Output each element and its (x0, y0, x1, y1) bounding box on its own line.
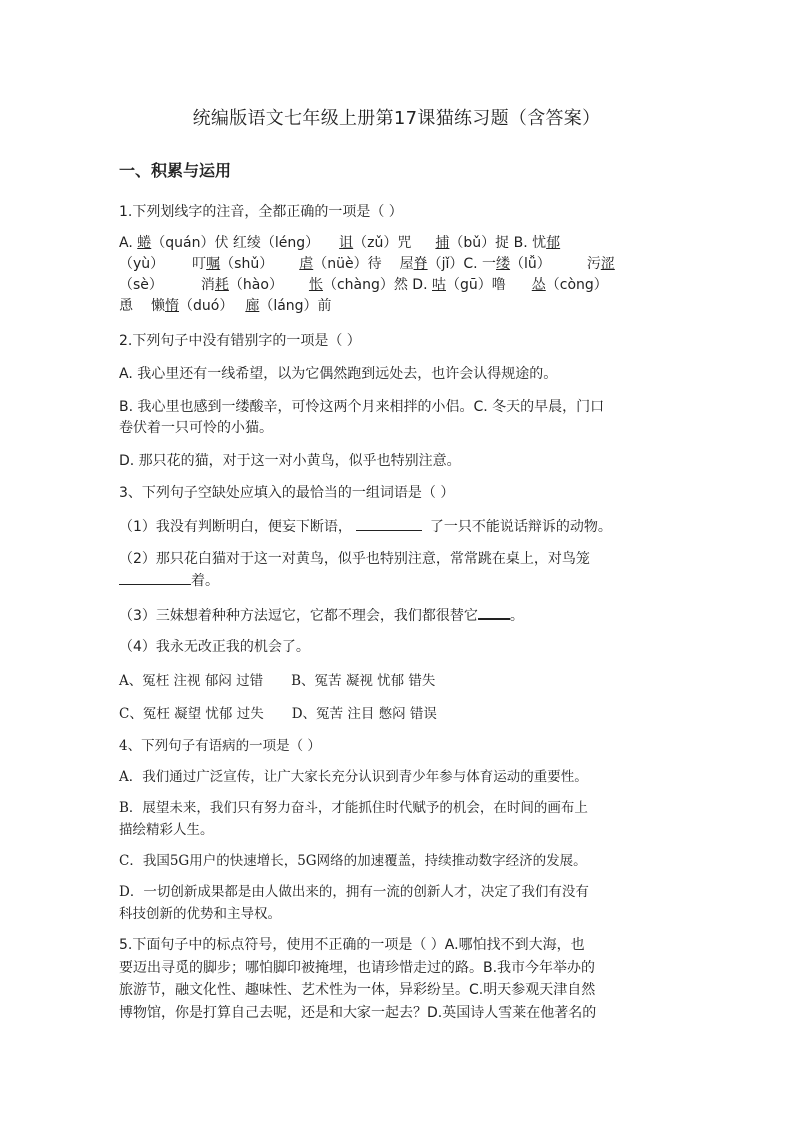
question-3-sentence-3: （3）三妹想着种种方法逗它，它都不理会，我们都很替它 。 (119, 604, 675, 627)
question-2-stem: 2.下列句子中没有错别字的一项是（ ） (119, 333, 361, 349)
question-4-option-b: B．展望未来，我们只有努力奋斗，才能抓住时代赋予的机会，在时间的画布上 描绘精彩人生。 (119, 800, 588, 838)
question-1-options (119, 233, 675, 317)
question-4-stem: 4、下列句子有语病的一项是（ ） (119, 738, 321, 754)
q1-line-2: （yù） 叮嘱（shǔ） 虐（nüè）待 屋脊（jǐ）C. 一缕（lǚ） 污涩 (119, 256, 615, 272)
question-3-options-ab (119, 670, 675, 692)
answer-blank[interactable] (356, 516, 422, 531)
question-1-stem: 1.下列划线字的注音，全都正确的一项是（ ） (119, 204, 403, 220)
q1-line-4: 恿 懒惰（duó） 廊（láng）前 (119, 298, 332, 314)
question-5: 5.下面句子中的标点符号，使用不正确的一项是（ ）A.哪怕找不到大海，也 要迈出寻觅的脚步；哪怕脚印被掩埋，也请珍惜走过的路。B.我市今年举办的 旅游节，融文化性、趣味性、艺术性为一体，异彩纷呈。C.明天参观天津自然 博物馆，你是打算自己去呢，还是和大家一起去？D.英国诗人雪莱在他著名的 (119, 937, 597, 1021)
answer-blank[interactable] (478, 604, 510, 620)
question-4-option-c: C．我国5G用户的快速增长，5G网络的加速覆盖，持续推动数字经济的发展。 (119, 853, 587, 869)
question-3-sentence-2: （2）那只花白猫对于这一对黄鸟，似乎也特别注意，常常跳在桌上，对鸟笼 着。 (119, 551, 590, 589)
option-d: D、冤苦 注目 憋闷 错误 (291, 706, 437, 722)
question-4-option-d: D．一切创新成果都是由人做出来的，拥有一流的创新人才，决定了我们有没有 科技创新的优势和主导权。 (119, 884, 589, 922)
q1-line-1: A. 蜷（quán）伏 红绫（léng） 诅（zǔ）咒 捕（bǔ）捉 B. 忧郁 (119, 235, 561, 251)
option-b: B、冤苦 凝视 忧郁 错失 (291, 673, 436, 689)
document-title: 统编版语文七年级上册第17课猫练习题（含答案） (192, 108, 601, 129)
question-3-sentence-4: （4）我永无改正我的机会了。 (119, 639, 310, 655)
section-heading: 一、积累与运用 (119, 161, 232, 180)
option-a: A、冤枉 注视 郁闷 过错 (119, 673, 264, 689)
question-3-sentence-1: （1）我没有判断明白，便妄下断语， 了一只不能说话辩诉的动物。 (119, 516, 675, 538)
question-3-stem: 3、下列句子空缺处应填入的最恰当的一组词语是（ ） (119, 485, 455, 501)
option-c: C、冤枉 凝望 忧郁 过失 (119, 706, 264, 722)
answer-blank[interactable] (119, 570, 191, 585)
question-2-option-d: D. 那只花的猫，对于这一对小黄鸟，似乎也特别注意。 (119, 453, 461, 469)
question-3-options-cd (119, 703, 675, 725)
question-4-option-a: A．我们通过广泛宣传，让广大家长充分认识到青少年参与体育运动的重要性。 (119, 769, 588, 785)
question-2-option-bc: B. 我心里也感到一缕酸辛，可怜这两个月来相拌的小侣。C. 冬天的早晨，门口 卷伏着一只可怜的小猫。 (119, 399, 605, 436)
question-2-option-a: A. 我心里还有一线希望，以为它偶然跑到远处去，也许会认得规途的。 (119, 366, 558, 382)
q1-line-3: （sè） 消耗（hào） 怅（chàng）然 D. 咕（gū）噜 怂（còng） (119, 277, 608, 293)
